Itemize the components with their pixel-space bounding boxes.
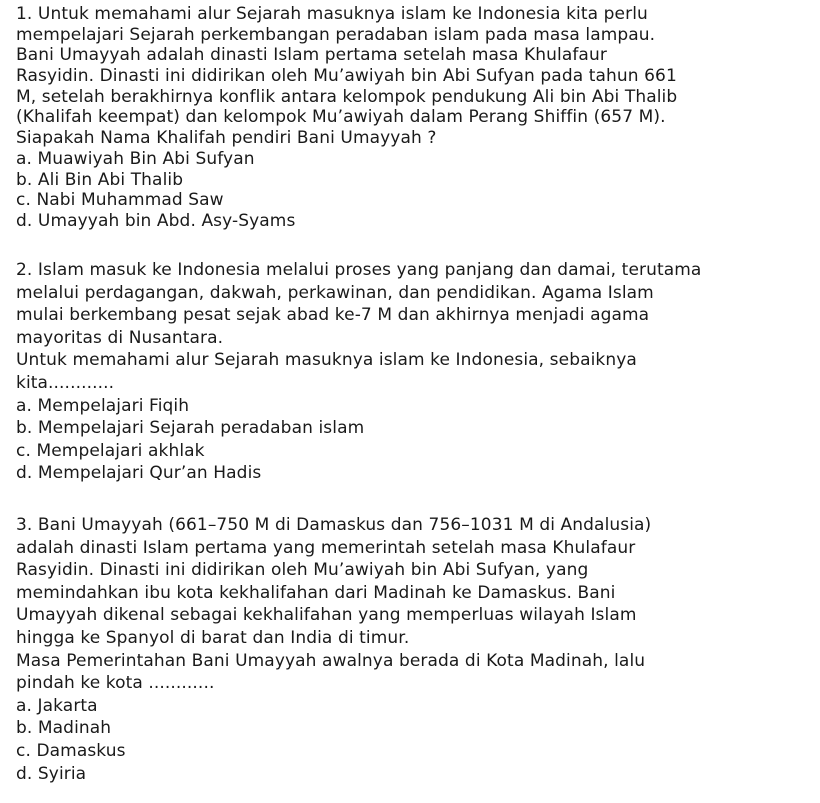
question-3-text: adalah dinasti Islam pertama yang memerintah setelah masa Khulafaur [16, 537, 636, 558]
question-2-prompt: kita............ [16, 372, 115, 393]
question-1-option-c: c. Nabi Muhammad Saw [16, 190, 224, 211]
question-3-text: Rasyidin. Dinasti ini didirikan oleh Mu’awiyah bin Abi Sufyan, yang [16, 560, 589, 581]
question-2-option-b: b. Mempelajari Sejarah peradaban islam [16, 418, 365, 439]
question-1-text: 1. Untuk memahami alur Sejarah masuknya islam ke Indonesia kita perlu [16, 4, 648, 24]
question-3-option-a: a. Jakarta [16, 695, 98, 716]
question-3 [16, 514, 816, 785]
question-2-text: mulai berkembang pesat sejak abad ke-7 M dan akhirnya menjadi agama [16, 305, 650, 326]
question-1-option-b: b. Ali Bin Abi Thalib [16, 169, 184, 190]
question-1-text: mempelajari Sejarah perkembangan peradaban islam pada masa lampau. [16, 24, 656, 45]
question-3-text: hingga ke Spanyol di barat dan India di timur. [16, 627, 410, 648]
question-1-text: Rasyidin. Dinasti ini didirikan oleh Mu’awiyah bin Abi Sufyan pada tahun 661 [16, 66, 677, 87]
question-3-option-b: b. Madinah [16, 718, 112, 739]
question-1-text: (Khalifah keempat) dan kelompok Mu’awiyah dalam Perang Shiffin (657 M). [16, 107, 666, 128]
question-2-text: melalui perdagangan, dakwah, perkawinan, dan pendidikan. Agama Islam [16, 282, 654, 303]
question-1-option-d: d. Umayyah bin Abd. Asy-Syams [16, 210, 296, 231]
question-2-prompt: Untuk memahami alur Sejarah masuknya islam ke Indonesia, sebaiknya [16, 350, 637, 371]
question-1 [16, 4, 816, 232]
question-2-option-c: c. Mempelajari akhlak [16, 440, 205, 461]
question-2 [16, 259, 816, 485]
question-1-text: Bani Umayyah adalah dinasti Islam pertama setelah masa Khulafaur [16, 45, 607, 66]
question-3-option-d: d. Syiria [16, 763, 87, 784]
question-1-prompt: Siapakah Nama Khalifah pendiri Bani Umayyah ? [16, 128, 437, 149]
question-3-prompt: Masa Pemerintahan Bani Umayyah awalnya berada di Kota Madinah, lalu [16, 650, 646, 671]
question-3-text: 3. Bani Umayyah (661–750 M di Damaskus dan 756–1031 M di Andalusia) [16, 515, 652, 535]
question-2-text: mayoritas di Nusantara. [16, 327, 224, 348]
question-2-text: 2. Islam masuk ke Indonesia melalui proses yang panjang dan damai, terutama [16, 260, 702, 280]
question-3-text: memindahkan ibu kota kekhalifahan dari Madinah ke Damaskus. Bani [16, 582, 616, 603]
question-1-option-a: a. Muawiyah Bin Abi Sufyan [16, 148, 255, 169]
question-1-text: M, setelah berakhirnya konflik antara kelompok pendukung Ali bin Abi Thalib [16, 86, 678, 107]
question-3-prompt: pindah ke kota ............ [16, 673, 215, 694]
question-3-option-c: c. Damaskus [16, 740, 126, 761]
question-2-option-a: a. Mempelajari Fiqih [16, 395, 190, 416]
question-3-text: Umayyah dikenal sebagai kekhalifahan yang memperluas wilayah Islam [16, 605, 637, 626]
question-2-option-d: d. Mempelajari Qur’an Hadis [16, 463, 262, 484]
